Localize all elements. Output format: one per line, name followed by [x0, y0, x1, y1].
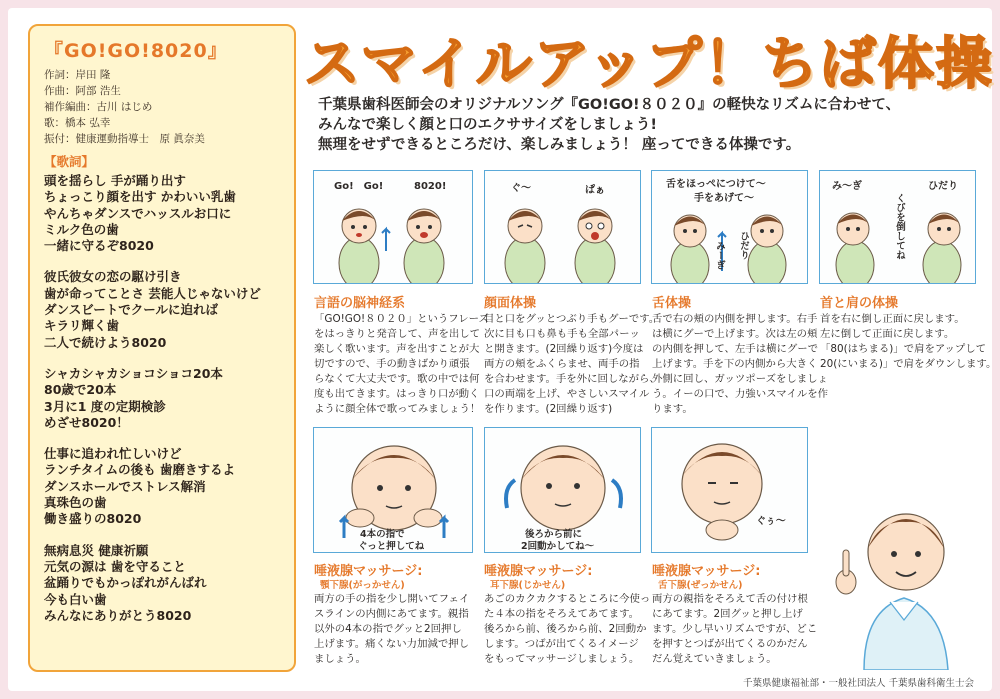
lyric-line: 真珠色の歯	[44, 495, 107, 511]
intro-line: 無理をせずできるところだけ、楽しみましょう！ 座ってできる体操です。	[318, 137, 801, 153]
lyric-line: 元気の源は 歯を守ること	[44, 558, 186, 574]
instruction-label: くびを倒してね	[894, 193, 905, 260]
sublingual-massage-illustration	[652, 428, 808, 553]
speech-bubble: 8020!	[414, 181, 447, 192]
desc-line: 以外の4本の指でグッと2回押し	[314, 623, 462, 635]
children-face-exercise-illustration	[485, 171, 641, 284]
footer-credit: 千葉県健康福祉部・一般社団法人 千葉県歯科衛生士会	[742, 678, 974, 689]
lyrics-verses	[44, 173, 284, 624]
lyric-line: 歯が命ってことさ 芸能人じゃないけど	[44, 285, 261, 301]
desc-line: 次に目も口も鼻も手も全部パーッ	[484, 328, 640, 340]
exercise-6-illustration	[484, 427, 641, 553]
lyric-line: やんちゃダンスでハッスルお口に	[44, 205, 232, 221]
desc-line: 舌で右の頬の内側を押します。右手	[652, 313, 818, 325]
instruction-label: 後ろから前に	[525, 529, 583, 540]
lyrics-verse	[44, 269, 284, 350]
exercise-1-illustration	[313, 170, 473, 284]
lyric-line: 働き盛りの8020	[44, 511, 142, 527]
desc-line: 目と口をグッとつぶり手もグーです。	[484, 313, 660, 325]
lyric-line: 一緒に守るぞ8020	[44, 238, 154, 254]
lyric-line: ランチタイムの後も 歯磨きするよ	[44, 462, 235, 478]
lyric-line: めざせ8020！	[44, 414, 129, 430]
desc-line: 口の両端を上げ、やさしいスマイル	[484, 388, 650, 400]
desc-line: ます。少し早いリズムですが、どこ	[652, 623, 818, 635]
credit-choreographer: 振付：健康運動指導士 原 眞奈美	[44, 133, 205, 145]
exercise-2-title: 顔面体操	[484, 296, 537, 311]
lyrics-verse	[44, 366, 284, 431]
lyrics-verse	[44, 543, 284, 624]
lyric-line: 80歳で20本	[44, 382, 117, 398]
desc-line: と開きます。(2回繰り返す)今度は	[484, 343, 644, 355]
desc-line: だん覚えていきましょう。	[652, 653, 777, 665]
exercise-3-title: 舌体操	[652, 296, 692, 311]
exercise-5-title: 唾液腺マッサージ:	[314, 564, 423, 579]
intro-line: みんなで楽しく顔と口のエクササイズをしましょう!	[318, 117, 657, 133]
lyric-line: 仕事に追われ忙しいけど	[44, 446, 182, 462]
credit-singer: 歌：橋本 弘幸	[44, 117, 111, 129]
exercise-3-illustration	[651, 170, 808, 284]
exercise-1-title: 言語の脳神経系	[314, 296, 406, 311]
direction-label-left: ひだり	[738, 231, 749, 260]
instruction-label: 2回動かしてね〜	[521, 541, 595, 552]
desc-line: 後ろから前、後ろから前、2回動か	[484, 623, 647, 635]
desc-line: 両方の親指をそろえて舌の付け根	[652, 593, 808, 605]
desc-line: う。イーの口で、力強いスマイルを作	[652, 388, 829, 400]
speech-bubble: ぱぁ	[585, 185, 605, 196]
exercise-5-illustration	[313, 427, 473, 553]
speech-bubble: ひだり	[928, 181, 958, 192]
main-title: スマイルアップ！ちば体操	[304, 32, 994, 97]
desc-line: を作ります。(2回繰り返す)	[484, 403, 613, 415]
speech-bubble: Go! Go!	[334, 181, 384, 192]
desc-line: た４本の指をそろえてあてます。	[484, 608, 640, 620]
speech-bubble: ぐ〜	[511, 183, 531, 194]
exercise-6-title: 唾液腺マッサージ:	[484, 564, 593, 579]
exercise-7-subtitle: 舌下腺(ぜっかせん)	[658, 580, 743, 591]
desc-line: 度も出てきます。はっきり口が動く	[314, 388, 480, 400]
speech-bubble: 手をあげて〜	[694, 193, 754, 204]
instruction-label: 4本の指で	[360, 529, 405, 540]
desc-line: を合わせます。手を外に回しながら、	[484, 373, 660, 385]
lyric-line: シャカシャカショコショコ20本	[44, 365, 223, 381]
desc-line: 両方の手の指を少し開いてフェイ	[314, 593, 470, 605]
lyrics-panel	[28, 24, 296, 672]
desc-line: ります。	[652, 403, 693, 415]
desc-line: あごのカクカクするところに今使っ	[484, 593, 651, 605]
hygienist-mascot-illustration	[824, 470, 984, 670]
desc-line: 「80(はちまる)」で肩をアップして	[820, 343, 987, 355]
intro-line: 千葉県歯科医師会のオリジナルソング『GO!GO!８０２０』の軽快なリズムに合わせて、	[318, 97, 901, 113]
desc-line: 外側に回し、ガッツポーズをしましょ	[652, 373, 828, 385]
speech-bubble: 舌をほっぺにつけて〜	[666, 179, 766, 190]
lyric-line: 二人で続けよう8020	[44, 334, 167, 350]
exercise-4-description	[820, 312, 996, 372]
desc-line: をもってマッサージしましょう。	[484, 653, 640, 665]
desc-line: 両方の頬をふくらませ、両手の指	[484, 358, 640, 370]
desc-line: をはっきりと発音して、声を出して	[314, 328, 481, 340]
lyric-line: みんなにありがとう8020	[44, 607, 192, 623]
exercise-5-subtitle: 顎下腺(がっかせん)	[320, 580, 405, 591]
lyric-line: ダンスビートでクールに迫れば	[44, 302, 219, 318]
intro-text	[318, 95, 978, 155]
exercise-6-subtitle: 耳下腺(じかせん)	[490, 580, 566, 591]
desc-line: の内側を押して、左手は横にグーで	[652, 343, 819, 355]
desc-line: 「GO!GO!８０２０」というフレーズ	[314, 313, 489, 325]
desc-line: 左に倒して正面に戻します。	[820, 328, 955, 340]
desc-line: にあてます。2回グッと押し上げ	[652, 608, 803, 620]
desc-line: ように顔全体で歌ってみましょう！	[314, 403, 481, 415]
speech-bubble: ぐぅ〜	[756, 516, 786, 527]
exercise-5-description	[314, 592, 469, 667]
lyric-line: ミルク色の歯	[44, 221, 119, 237]
lyric-line: キラリ輝く歯	[44, 318, 120, 334]
exercise-6-description	[484, 592, 650, 667]
exercise-4-title: 首と肩の体操	[820, 296, 899, 311]
exercise-7-title: 唾液腺マッサージ:	[652, 564, 761, 579]
desc-line: 20(にいまる)」で肩をダウンします。	[820, 358, 997, 370]
desc-line: します。つばが出てくるイメージ	[484, 638, 639, 650]
desc-line: ましょう。	[314, 653, 366, 665]
desc-line: 上げます。手を下の内側から大きく	[652, 358, 818, 370]
credit-composer: 作曲：阿部 浩生	[44, 85, 121, 97]
desc-line: 首を右に倒し正面に戻します。	[820, 313, 965, 325]
exercise-2-description	[484, 312, 660, 417]
desc-line: 楽しく歌います。声を出すことが大	[314, 343, 480, 355]
song-title: 『GO!GO!8020』	[44, 40, 228, 62]
lyric-line: 無病息災 健康祈願	[44, 542, 149, 558]
desc-line: スラインの内側にあてます。親指	[314, 608, 469, 620]
lyric-line: 盆踊りでもかっぽれがんばれ	[44, 575, 207, 591]
credit-lyricist: 作詞：岸田 隆	[44, 69, 111, 81]
lyrics-verse	[44, 173, 284, 254]
desc-line: らなくて大丈夫です。歌の中では何	[314, 373, 480, 385]
exercise-3-description	[652, 312, 828, 417]
instruction-label: ぐっと押してね	[358, 541, 425, 552]
desc-line: 切ですので、手の動きばかり頑張	[314, 358, 470, 370]
exercise-1-description	[314, 312, 489, 417]
lyric-line: 今も白い歯	[44, 591, 107, 607]
lyric-line: 頭を揺らし 手が踊り出す	[44, 173, 186, 188]
desc-line: は横にグーで上げます。次は左の頬	[652, 328, 818, 340]
exercise-2-illustration	[484, 170, 641, 284]
lyrics-verse	[44, 446, 284, 527]
exercise-4-illustration	[819, 170, 976, 284]
lyric-line: ちょっこり顔を出す かわいい乳歯	[44, 189, 236, 205]
desc-line: 上げます。痛くない力加減で押し	[314, 638, 470, 650]
exercise-7-illustration	[651, 427, 808, 553]
lyric-line: ダンスホールでストレス解消	[44, 478, 206, 494]
credit-arranger: 補作編曲：古川 はじめ	[44, 101, 153, 113]
direction-label-right: みーぎ	[714, 241, 725, 270]
desc-line: を押すとつばが出てくるのかだん	[652, 638, 808, 650]
lyric-line: 彼氏彼女の恋の駆け引き	[44, 269, 182, 285]
lyrics-header: 【歌詞】	[44, 154, 95, 169]
exercise-7-description	[652, 592, 817, 667]
speech-bubble: み〜ぎ	[832, 181, 862, 192]
lyric-line: 3月に1 度の定期検診	[44, 398, 166, 414]
